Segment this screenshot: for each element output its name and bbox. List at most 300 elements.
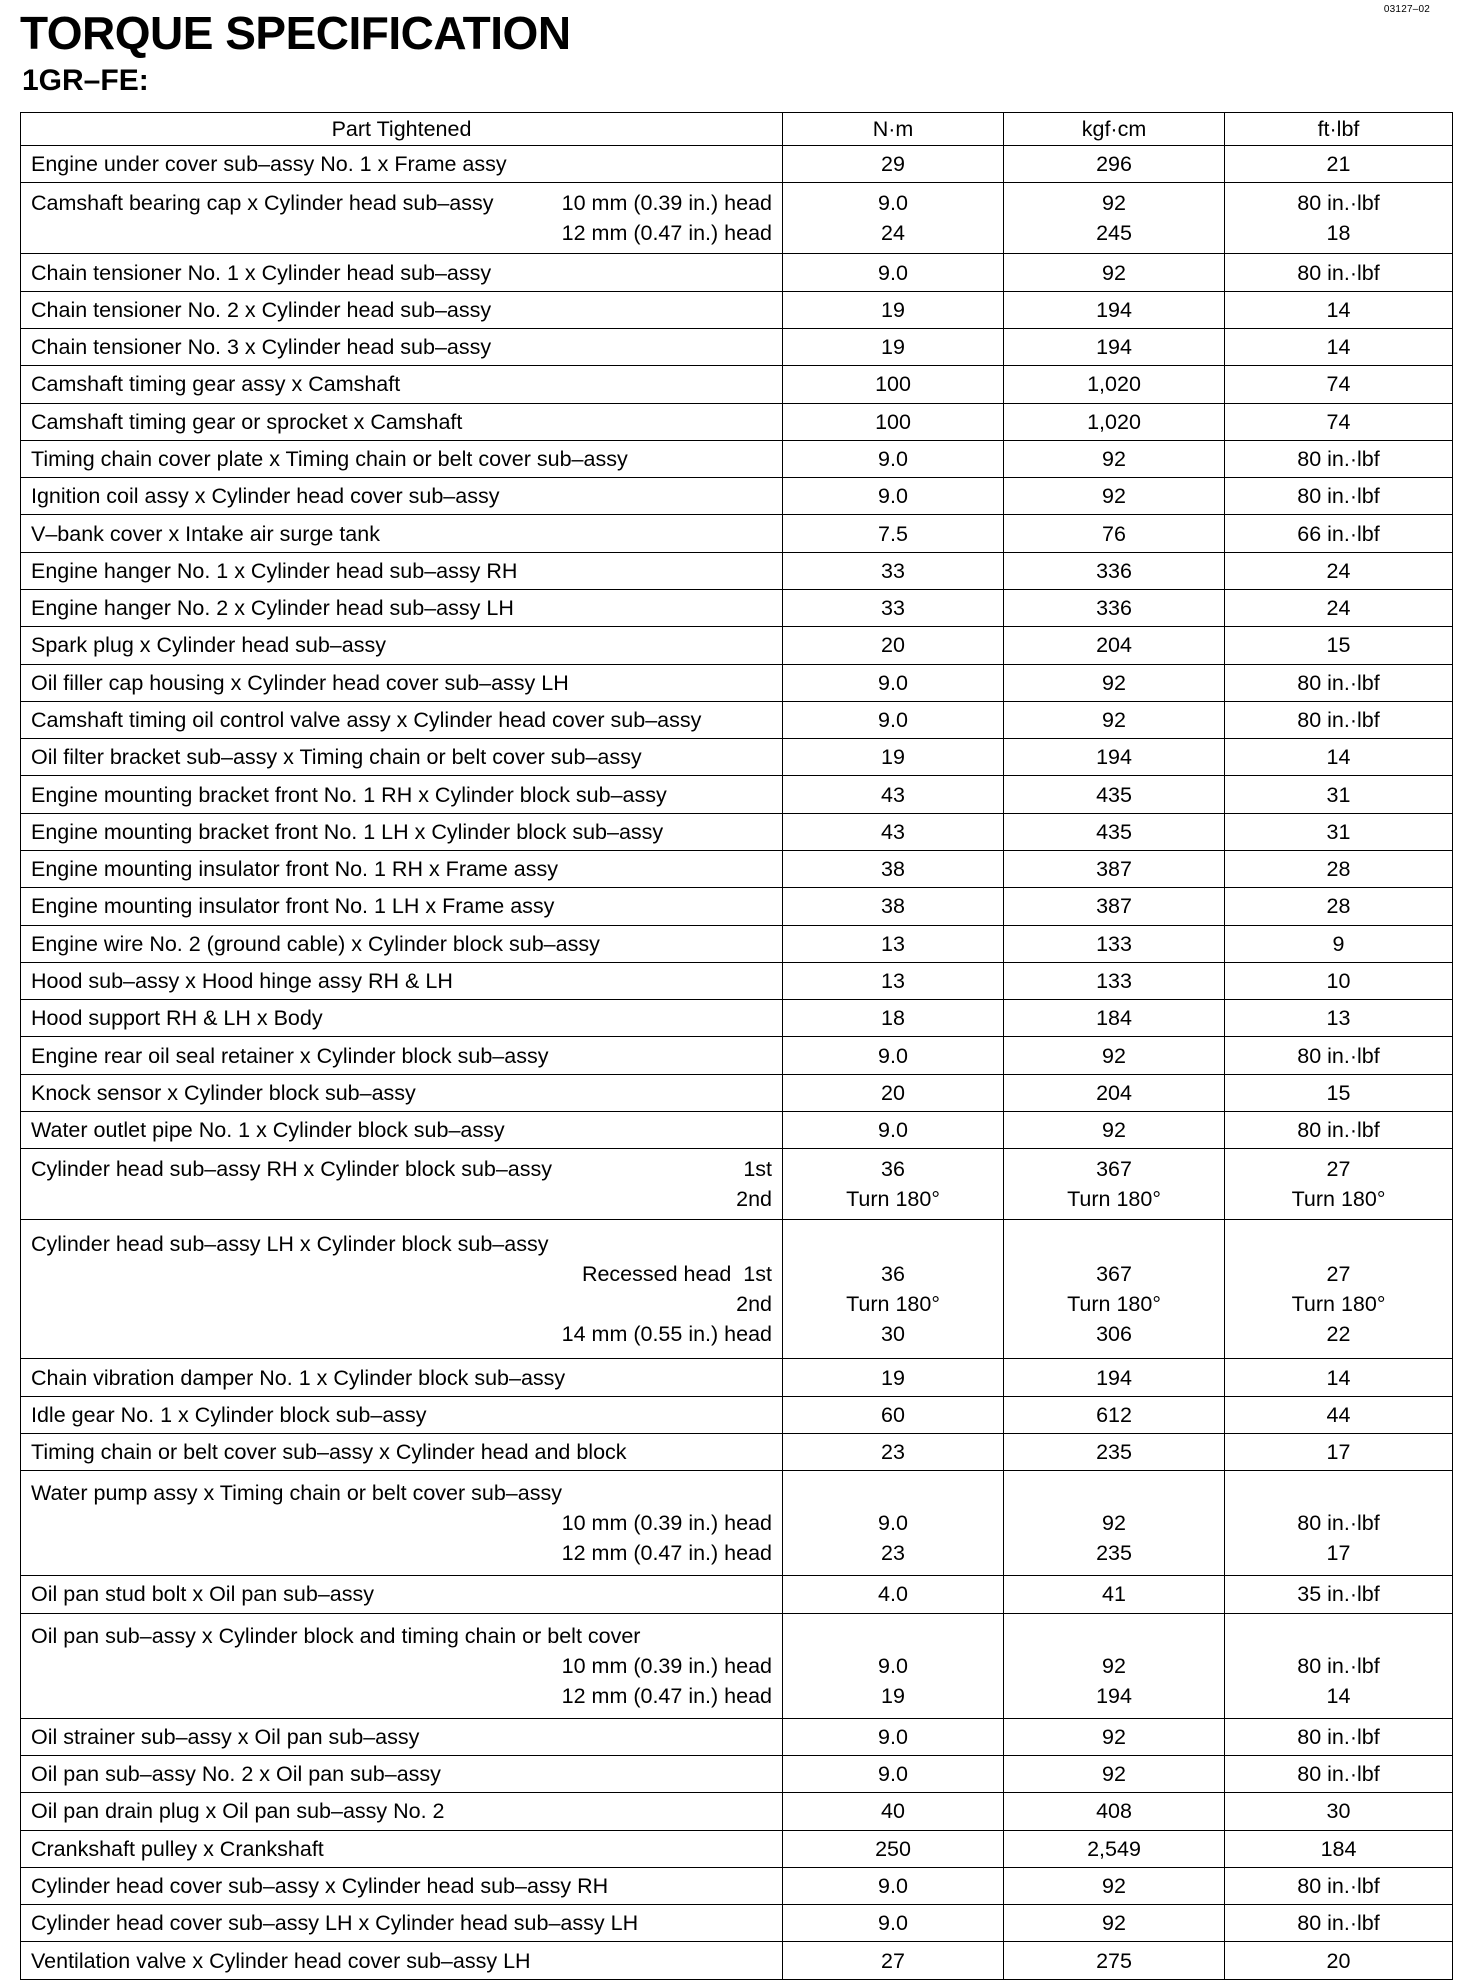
part-tightened-cell xyxy=(21,329,783,366)
ft-lbf-value: 24 xyxy=(1326,596,1351,621)
kgf-cm-value: 92 xyxy=(1102,191,1126,216)
kgf-cm-value-cell xyxy=(1004,478,1225,515)
nm-value: 36 xyxy=(881,1262,905,1287)
part-tightened-cell xyxy=(21,1359,783,1396)
ft-lbf-value-cell xyxy=(1225,1471,1453,1576)
nm-value-cell xyxy=(783,146,1004,183)
part-condition: 12 mm (0.47 in.) head xyxy=(561,221,772,246)
kgf-cm-value-cell xyxy=(1004,1793,1225,1830)
part-condition: 10 mm (0.39 in.) head xyxy=(561,1511,772,1536)
nm-value: 9.0 xyxy=(878,447,908,472)
part-name: Oil pan sub–assy No. 2 x Oil pan sub–assy xyxy=(31,1762,441,1787)
nm-value-cell xyxy=(783,1576,1004,1613)
part-name: Oil filler cap housing x Cylinder head cover sub–assy LH xyxy=(31,670,569,695)
part-name: Crankshaft pulley x Crankshaft xyxy=(31,1836,324,1861)
header-nm: N·m xyxy=(783,113,1004,146)
part-tightened-cell xyxy=(21,1942,783,1980)
nm-value: 9.0 xyxy=(878,1511,908,1536)
kgf-cm-value: 92 xyxy=(1102,1911,1126,1936)
nm-value: 19 xyxy=(881,1365,905,1390)
kgf-cm-value-cell xyxy=(1004,291,1225,328)
ft-lbf-value: 24 xyxy=(1326,558,1351,583)
nm-value: 19 xyxy=(881,297,905,322)
spacer xyxy=(1014,1229,1214,1259)
kgf-cm-value-cell xyxy=(1004,962,1225,999)
ft-lbf-value: 80 in.·lbf xyxy=(1297,1043,1380,1068)
nm-value-cell xyxy=(783,1905,1004,1942)
nm-value: Turn 180° xyxy=(846,1187,940,1212)
part-tightened-cell xyxy=(21,478,783,515)
table-row xyxy=(21,329,1453,366)
ft-lbf-value-cell xyxy=(1225,1576,1453,1613)
ft-lbf-value-cell xyxy=(1225,1149,1453,1220)
nm-value: 13 xyxy=(881,968,905,993)
part-tightened-cell xyxy=(21,440,783,477)
part-tightened-cell xyxy=(21,1433,783,1470)
nm-value-cell xyxy=(783,1433,1004,1470)
part-tightened-cell xyxy=(21,1793,783,1830)
kgf-cm-value: 204 xyxy=(1096,1080,1132,1105)
nm-value-cell xyxy=(783,776,1004,813)
ft-lbf-value-cell xyxy=(1225,1718,1453,1755)
nm-value: 20 xyxy=(881,1080,905,1105)
table-row xyxy=(21,440,1453,477)
table-row xyxy=(21,776,1453,813)
nm-value: 40 xyxy=(881,1799,905,1824)
part-name: Engine rear oil seal retainer x Cylinder block sub–assy xyxy=(31,1043,549,1068)
ft-lbf-value: 22 xyxy=(1326,1322,1351,1347)
ft-lbf-value: 80 in.·lbf xyxy=(1297,670,1380,695)
table-row xyxy=(21,739,1453,776)
ft-lbf-value: 14 xyxy=(1326,745,1351,770)
table-row xyxy=(21,1942,1453,1980)
part-tightened-cell xyxy=(21,1867,783,1904)
kgf-cm-value: 435 xyxy=(1096,782,1132,807)
part-name: Engine hanger No. 2 x Cylinder head sub–assy LH xyxy=(31,596,514,621)
part-tightened-cell xyxy=(21,1220,783,1359)
kgf-cm-value-cell xyxy=(1004,403,1225,440)
table-row xyxy=(21,664,1453,701)
ft-lbf-value-cell xyxy=(1225,552,1453,589)
nm-value-cell xyxy=(783,1613,1004,1718)
kgf-cm-value: 194 xyxy=(1096,745,1132,770)
nm-value: 43 xyxy=(881,819,905,844)
kgf-cm-value-cell xyxy=(1004,183,1225,254)
table-row xyxy=(21,1613,1453,1718)
part-name: Timing chain cover plate x Timing chain or belt cover sub–assy xyxy=(31,447,628,472)
nm-value: 33 xyxy=(881,596,905,621)
part-name: Oil pan stud bolt x Oil pan sub–assy xyxy=(31,1582,374,1607)
nm-value-cell xyxy=(783,627,1004,664)
part-name: Engine hanger No. 1 x Cylinder head sub–assy RH xyxy=(31,558,518,583)
kgf-cm-value: 2,549 xyxy=(1087,1836,1141,1861)
kgf-cm-value-cell xyxy=(1004,776,1225,813)
ft-lbf-value: 14 xyxy=(1326,1683,1351,1708)
kgf-cm-value: 184 xyxy=(1096,1006,1132,1031)
nm-value: 30 xyxy=(881,1322,905,1347)
kgf-cm-value-cell xyxy=(1004,440,1225,477)
nm-value-cell xyxy=(783,1220,1004,1359)
ft-lbf-value-cell xyxy=(1225,888,1453,925)
ft-lbf-value-cell xyxy=(1225,1074,1453,1111)
part-condition: 14 mm (0.55 in.) head xyxy=(561,1322,772,1347)
part-tightened-cell xyxy=(21,403,783,440)
kgf-cm-value: 194 xyxy=(1096,297,1132,322)
part-name: Idle gear No. 1 x Cylinder block sub–assy xyxy=(31,1402,427,1427)
spacer xyxy=(793,1478,993,1508)
kgf-cm-value-cell xyxy=(1004,146,1225,183)
table-row xyxy=(21,552,1453,589)
nm-value-cell xyxy=(783,1471,1004,1576)
kgf-cm-value: 204 xyxy=(1096,633,1132,658)
kgf-cm-value-cell xyxy=(1004,850,1225,887)
ft-lbf-value-cell xyxy=(1225,291,1453,328)
part-tightened-cell xyxy=(21,1111,783,1148)
kgf-cm-value-cell xyxy=(1004,739,1225,776)
part-name: Engine mounting bracket front No. 1 RH x Cylinder block sub–assy xyxy=(31,782,667,807)
nm-value: 100 xyxy=(875,372,911,397)
nm-value: 250 xyxy=(875,1836,911,1861)
ft-lbf-value: 74 xyxy=(1326,409,1351,434)
kgf-cm-value: 367 xyxy=(1096,1157,1132,1182)
kgf-cm-value: 367 xyxy=(1096,1262,1132,1287)
part-condition: 10 mm (0.39 in.) head xyxy=(561,191,772,216)
kgf-cm-value-cell xyxy=(1004,254,1225,291)
nm-value-cell xyxy=(783,888,1004,925)
kgf-cm-value: 92 xyxy=(1102,1043,1126,1068)
table-row xyxy=(21,1000,1453,1037)
kgf-cm-value-cell xyxy=(1004,1111,1225,1148)
nm-value: 19 xyxy=(881,1683,905,1708)
part-name: Cylinder head sub–assy LH x Cylinder block sub–assy xyxy=(31,1232,549,1257)
part-name: Chain tensioner No. 2 x Cylinder head sub–assy xyxy=(31,297,492,322)
nm-value: 18 xyxy=(881,1006,905,1031)
ft-lbf-value-cell xyxy=(1225,254,1453,291)
nm-value: 100 xyxy=(875,409,911,434)
table-row xyxy=(21,515,1453,552)
part-tightened-cell xyxy=(21,1613,783,1718)
ft-lbf-value: 80 in.·lbf xyxy=(1297,1911,1380,1936)
ft-lbf-value: 80 in.·lbf xyxy=(1297,1724,1380,1749)
ft-lbf-value-cell xyxy=(1225,1755,1453,1792)
table-body xyxy=(21,146,1453,1980)
kgf-cm-value: 387 xyxy=(1096,894,1132,919)
kgf-cm-value-cell xyxy=(1004,1074,1225,1111)
nm-value-cell xyxy=(783,329,1004,366)
ft-lbf-value: 80 in.·lbf xyxy=(1297,484,1380,509)
part-condition: 12 mm (0.47 in.) head xyxy=(561,1683,772,1708)
kgf-cm-value: 92 xyxy=(1102,260,1126,285)
ft-lbf-value: 31 xyxy=(1326,819,1351,844)
part-tightened-cell xyxy=(21,1755,783,1792)
engine-model-subtitle: 1GR–FE: xyxy=(22,64,149,97)
nm-value: 38 xyxy=(881,857,905,882)
table-row xyxy=(21,1074,1453,1111)
ft-lbf-value: 15 xyxy=(1326,633,1351,658)
table-row xyxy=(21,1576,1453,1613)
nm-value-cell xyxy=(783,1149,1004,1220)
kgf-cm-value: 336 xyxy=(1096,596,1132,621)
ft-lbf-value: 28 xyxy=(1326,894,1351,919)
nm-value: 38 xyxy=(881,894,905,919)
nm-value-cell xyxy=(783,1718,1004,1755)
table-row xyxy=(21,1867,1453,1904)
nm-value: 9.0 xyxy=(878,260,908,285)
kgf-cm-value: 92 xyxy=(1102,1118,1126,1143)
kgf-cm-value-cell xyxy=(1004,1576,1225,1613)
table-row xyxy=(21,962,1453,999)
part-condition: 10 mm (0.39 in.) head xyxy=(561,1653,772,1678)
nm-value: 9.0 xyxy=(878,670,908,695)
kgf-cm-value-cell xyxy=(1004,1396,1225,1433)
kgf-cm-value-cell xyxy=(1004,1000,1225,1037)
ft-lbf-value: 80 in.·lbf xyxy=(1297,260,1380,285)
ft-lbf-value: 20 xyxy=(1326,1948,1351,1973)
part-tightened-cell xyxy=(21,552,783,589)
kgf-cm-value-cell xyxy=(1004,515,1225,552)
kgf-cm-value-cell xyxy=(1004,1867,1225,1904)
ft-lbf-value-cell xyxy=(1225,329,1453,366)
table-row xyxy=(21,888,1453,925)
ft-lbf-value-cell xyxy=(1225,366,1453,403)
part-tightened-cell xyxy=(21,590,783,627)
nm-value: 33 xyxy=(881,558,905,583)
ft-lbf-value: 80 in.·lbf xyxy=(1297,191,1380,216)
part-tightened-cell xyxy=(21,1471,783,1576)
nm-value: 9.0 xyxy=(878,484,908,509)
table-row xyxy=(21,1718,1453,1755)
ft-lbf-value-cell xyxy=(1225,183,1453,254)
table-row xyxy=(21,1471,1453,1576)
part-condition: 1st xyxy=(743,1157,772,1182)
ft-lbf-value: 15 xyxy=(1326,1080,1351,1105)
ft-lbf-value-cell xyxy=(1225,590,1453,627)
kgf-cm-value: 92 xyxy=(1102,1762,1126,1787)
ft-lbf-value: 17 xyxy=(1326,1541,1351,1566)
ft-lbf-value-cell xyxy=(1225,1830,1453,1867)
part-name: Cylinder head sub–assy RH x Cylinder block sub–assy xyxy=(31,1157,553,1182)
part-tightened-cell xyxy=(21,254,783,291)
kgf-cm-value-cell xyxy=(1004,1942,1225,1980)
part-condition: 2nd xyxy=(736,1187,772,1212)
part-name: Chain tensioner No. 1 x Cylinder head sub–assy xyxy=(31,260,492,285)
kgf-cm-value: 306 xyxy=(1096,1322,1132,1347)
part-tightened-cell xyxy=(21,739,783,776)
nm-value: 19 xyxy=(881,335,905,360)
nm-value-cell xyxy=(783,1793,1004,1830)
part-tightened-cell xyxy=(21,1396,783,1433)
kgf-cm-value: 435 xyxy=(1096,819,1132,844)
nm-value-cell xyxy=(783,1755,1004,1792)
ft-lbf-value: 10 xyxy=(1326,968,1351,993)
table-row xyxy=(21,1149,1453,1220)
spacer xyxy=(1235,1621,1442,1651)
kgf-cm-value: 92 xyxy=(1102,707,1126,732)
table-row xyxy=(21,1905,1453,1942)
kgf-cm-value-cell xyxy=(1004,1718,1225,1755)
nm-value-cell xyxy=(783,291,1004,328)
ft-lbf-value: 28 xyxy=(1326,857,1351,882)
part-name: Engine under cover sub–assy No. 1 x Frame assy xyxy=(31,152,507,177)
page-title: TORQUE SPECIFICATION xyxy=(20,7,571,59)
kgf-cm-value-cell xyxy=(1004,552,1225,589)
ft-lbf-value-cell xyxy=(1225,1905,1453,1942)
kgf-cm-value: 92 xyxy=(1102,484,1126,509)
ft-lbf-value-cell xyxy=(1225,776,1453,813)
part-condition: Recessed head 1st xyxy=(581,1262,772,1287)
nm-value: 20 xyxy=(881,633,905,658)
spacer xyxy=(793,1621,993,1651)
table-row xyxy=(21,813,1453,850)
ft-lbf-value-cell xyxy=(1225,1793,1453,1830)
nm-value-cell xyxy=(783,552,1004,589)
nm-value-cell xyxy=(783,183,1004,254)
table-row xyxy=(21,366,1453,403)
part-tightened-cell xyxy=(21,366,783,403)
kgf-cm-value: 41 xyxy=(1102,1582,1126,1607)
nm-value-cell xyxy=(783,701,1004,738)
ft-lbf-value-cell xyxy=(1225,1396,1453,1433)
part-name: Engine mounting bracket front No. 1 LH x Cylinder block sub–assy xyxy=(31,819,664,844)
nm-value: 9.0 xyxy=(878,1724,908,1749)
nm-value-cell xyxy=(783,1074,1004,1111)
kgf-cm-value-cell xyxy=(1004,664,1225,701)
ft-lbf-value-cell xyxy=(1225,440,1453,477)
part-name: Timing chain or belt cover sub–assy x Cylinder head and block xyxy=(31,1440,627,1465)
kgf-cm-value-cell xyxy=(1004,590,1225,627)
ft-lbf-value-cell xyxy=(1225,1111,1453,1148)
kgf-cm-value: 612 xyxy=(1096,1402,1132,1427)
table-row xyxy=(21,254,1453,291)
nm-value-cell xyxy=(783,1037,1004,1074)
kgf-cm-value-cell xyxy=(1004,1905,1225,1942)
table-row xyxy=(21,183,1453,254)
nm-value-cell xyxy=(783,403,1004,440)
table-row xyxy=(21,1359,1453,1396)
ft-lbf-value-cell xyxy=(1225,1613,1453,1718)
kgf-cm-value: 387 xyxy=(1096,857,1132,882)
part-name: Engine wire No. 2 (ground cable) x Cylinder block sub–assy xyxy=(31,931,600,956)
nm-value: 7.5 xyxy=(878,521,908,546)
ft-lbf-value-cell xyxy=(1225,627,1453,664)
nm-value-cell xyxy=(783,1867,1004,1904)
ft-lbf-value-cell xyxy=(1225,925,1453,962)
part-name: Camshaft timing gear assy x Camshaft xyxy=(31,372,401,397)
ft-lbf-value: 30 xyxy=(1326,1799,1351,1824)
kgf-cm-value-cell xyxy=(1004,701,1225,738)
part-tightened-cell xyxy=(21,701,783,738)
ft-lbf-value: 44 xyxy=(1326,1402,1351,1427)
part-tightened-cell xyxy=(21,813,783,850)
ft-lbf-value-cell xyxy=(1225,1867,1453,1904)
kgf-cm-value: 296 xyxy=(1096,152,1132,177)
kgf-cm-value: 235 xyxy=(1096,1541,1132,1566)
ft-lbf-value-cell xyxy=(1225,739,1453,776)
document-code: 03127–02 xyxy=(1383,4,1430,15)
ft-lbf-value: 80 in.·lbf xyxy=(1297,707,1380,732)
part-name: Camshaft timing oil control valve assy x Cylinder head cover sub–assy xyxy=(31,707,702,732)
table-row xyxy=(21,1755,1453,1792)
nm-value: 36 xyxy=(881,1157,905,1182)
nm-value-cell xyxy=(783,1942,1004,1980)
kgf-cm-value: 92 xyxy=(1102,447,1126,472)
table-row xyxy=(21,291,1453,328)
nm-value-cell xyxy=(783,1111,1004,1148)
nm-value-cell xyxy=(783,1830,1004,1867)
spacer xyxy=(1014,1478,1214,1508)
kgf-cm-value-cell xyxy=(1004,1613,1225,1718)
part-name: Engine mounting insulator front No. 1 RH x Frame assy xyxy=(31,857,558,882)
part-name: Ventilation valve x Cylinder head cover sub–assy LH xyxy=(31,1948,531,1973)
kgf-cm-value-cell xyxy=(1004,1433,1225,1470)
part-tightened-cell xyxy=(21,1074,783,1111)
table-row xyxy=(21,1396,1453,1433)
ft-lbf-value-cell xyxy=(1225,1433,1453,1470)
ft-lbf-value-cell xyxy=(1225,813,1453,850)
kgf-cm-value-cell xyxy=(1004,925,1225,962)
kgf-cm-value: 194 xyxy=(1096,1365,1132,1390)
part-tightened-cell xyxy=(21,888,783,925)
kgf-cm-value-cell xyxy=(1004,366,1225,403)
nm-value: 13 xyxy=(881,931,905,956)
part-tightened-cell xyxy=(21,664,783,701)
part-tightened-cell xyxy=(21,962,783,999)
nm-value-cell xyxy=(783,254,1004,291)
ft-lbf-value: 80 in.·lbf xyxy=(1297,1511,1380,1536)
part-tightened-cell xyxy=(21,1037,783,1074)
ft-lbf-value: 21 xyxy=(1326,152,1351,177)
ft-lbf-value: 18 xyxy=(1326,221,1351,246)
ft-lbf-value: 31 xyxy=(1326,782,1351,807)
part-tightened-cell xyxy=(21,1000,783,1037)
nm-value-cell xyxy=(783,515,1004,552)
table-row xyxy=(21,403,1453,440)
kgf-cm-value-cell xyxy=(1004,888,1225,925)
ft-lbf-value-cell xyxy=(1225,1942,1453,1980)
part-name: V–bank cover x Intake air surge tank xyxy=(31,521,380,546)
part-name: Ignition coil assy x Cylinder head cover sub–assy xyxy=(31,484,500,509)
ft-lbf-value-cell xyxy=(1225,701,1453,738)
nm-value-cell xyxy=(783,739,1004,776)
part-tightened-cell xyxy=(21,776,783,813)
nm-value-cell xyxy=(783,440,1004,477)
ft-lbf-value-cell xyxy=(1225,664,1453,701)
kgf-cm-value: 1,020 xyxy=(1087,409,1141,434)
ft-lbf-value: Turn 180° xyxy=(1291,1292,1386,1317)
nm-value: 9.0 xyxy=(878,1043,908,1068)
part-name: Camshaft timing gear or sprocket x Camshaft xyxy=(31,409,463,434)
kgf-cm-value: 92 xyxy=(1102,1653,1126,1678)
torque-spec-table xyxy=(20,112,1453,1980)
table-header-row xyxy=(21,113,1453,146)
ft-lbf-value: Turn 180° xyxy=(1291,1187,1386,1212)
part-name: Knock sensor x Cylinder block sub–assy xyxy=(31,1080,416,1105)
table-row xyxy=(21,1220,1453,1359)
part-tightened-cell xyxy=(21,291,783,328)
part-name: Hood support RH & LH x Body xyxy=(31,1006,323,1031)
part-tightened-cell xyxy=(21,627,783,664)
part-tightened-cell xyxy=(21,183,783,254)
ft-lbf-value: 14 xyxy=(1326,335,1351,360)
kgf-cm-value-cell xyxy=(1004,627,1225,664)
part-tightened-cell xyxy=(21,925,783,962)
kgf-cm-value-cell xyxy=(1004,1037,1225,1074)
part-name: Engine mounting insulator front No. 1 LH x Frame assy xyxy=(31,894,555,919)
nm-value: 4.0 xyxy=(878,1582,908,1607)
kgf-cm-value-cell xyxy=(1004,1149,1225,1220)
kgf-cm-value-cell xyxy=(1004,1220,1225,1359)
header-part-tightened: Part Tightened xyxy=(21,113,783,146)
